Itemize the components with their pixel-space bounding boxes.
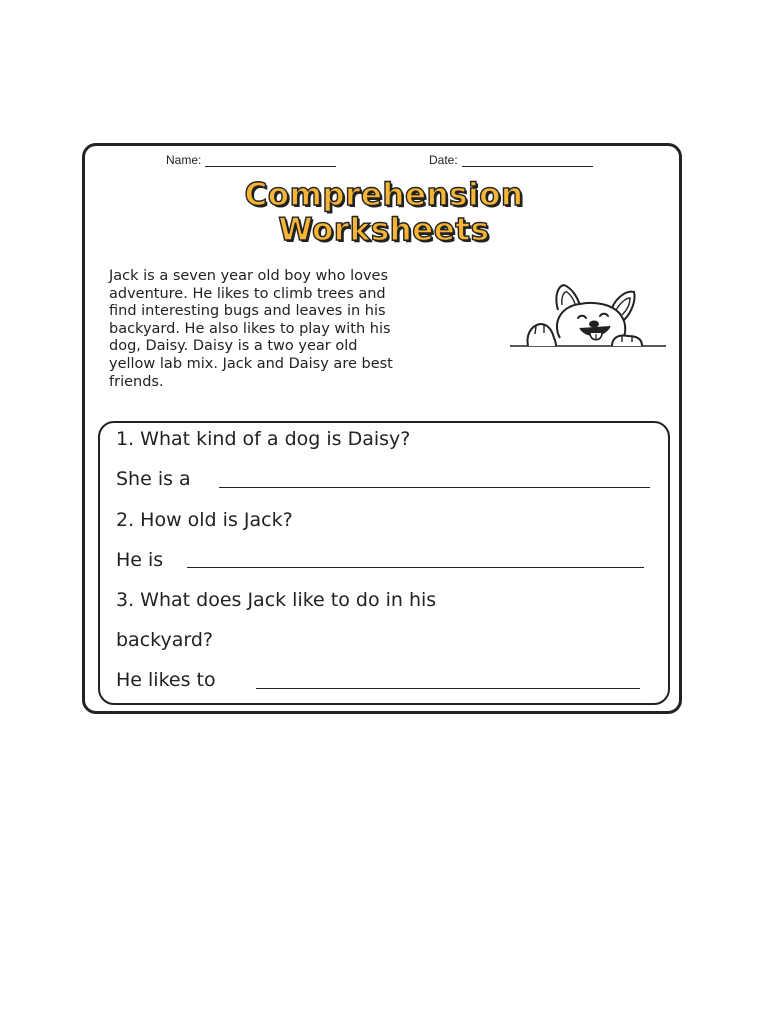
story-line: dog, Daisy. Daisy is a two year old [109,338,358,355]
questions-box [98,421,670,705]
name-field [166,153,336,167]
story-line: friends. [109,373,164,390]
answer-2-line[interactable] [187,567,644,568]
story-line: yellow lab mix. Jack and Daisy are best [109,355,393,372]
story-line: backyard. He also likes to play with his [109,320,391,337]
title-line-2: Worksheets [278,212,490,248]
story-line: Jack is a seven year old boy who loves [109,268,389,284]
answer-1-prefix: She is a [116,468,191,490]
dog-peeking-icon [508,284,668,356]
answer-3-line[interactable] [256,688,640,689]
story-line: adventure. He likes to climb trees and [109,285,386,302]
answer-1-line[interactable] [219,487,650,488]
story-paragraph [109,268,509,391]
story-line: find interesting bugs and leaves in his [109,303,386,320]
date-label: Date: [429,153,458,167]
name-label: Name: [166,153,202,167]
date-blank-line [462,154,593,167]
question-1: 1. What kind of a dog is Daisy? [116,428,411,450]
question-3-line-2: backyard? [116,629,213,651]
answer-3-prefix: He likes to [116,669,216,691]
question-3-line-1: 3. What does Jack like to do in his [116,589,437,611]
answer-2-prefix: He is [116,549,164,571]
date-field [429,153,593,167]
name-blank-line [205,154,336,167]
title-line-1: Comprehension [244,177,524,213]
question-2: 2. How old is Jack? [116,509,293,531]
